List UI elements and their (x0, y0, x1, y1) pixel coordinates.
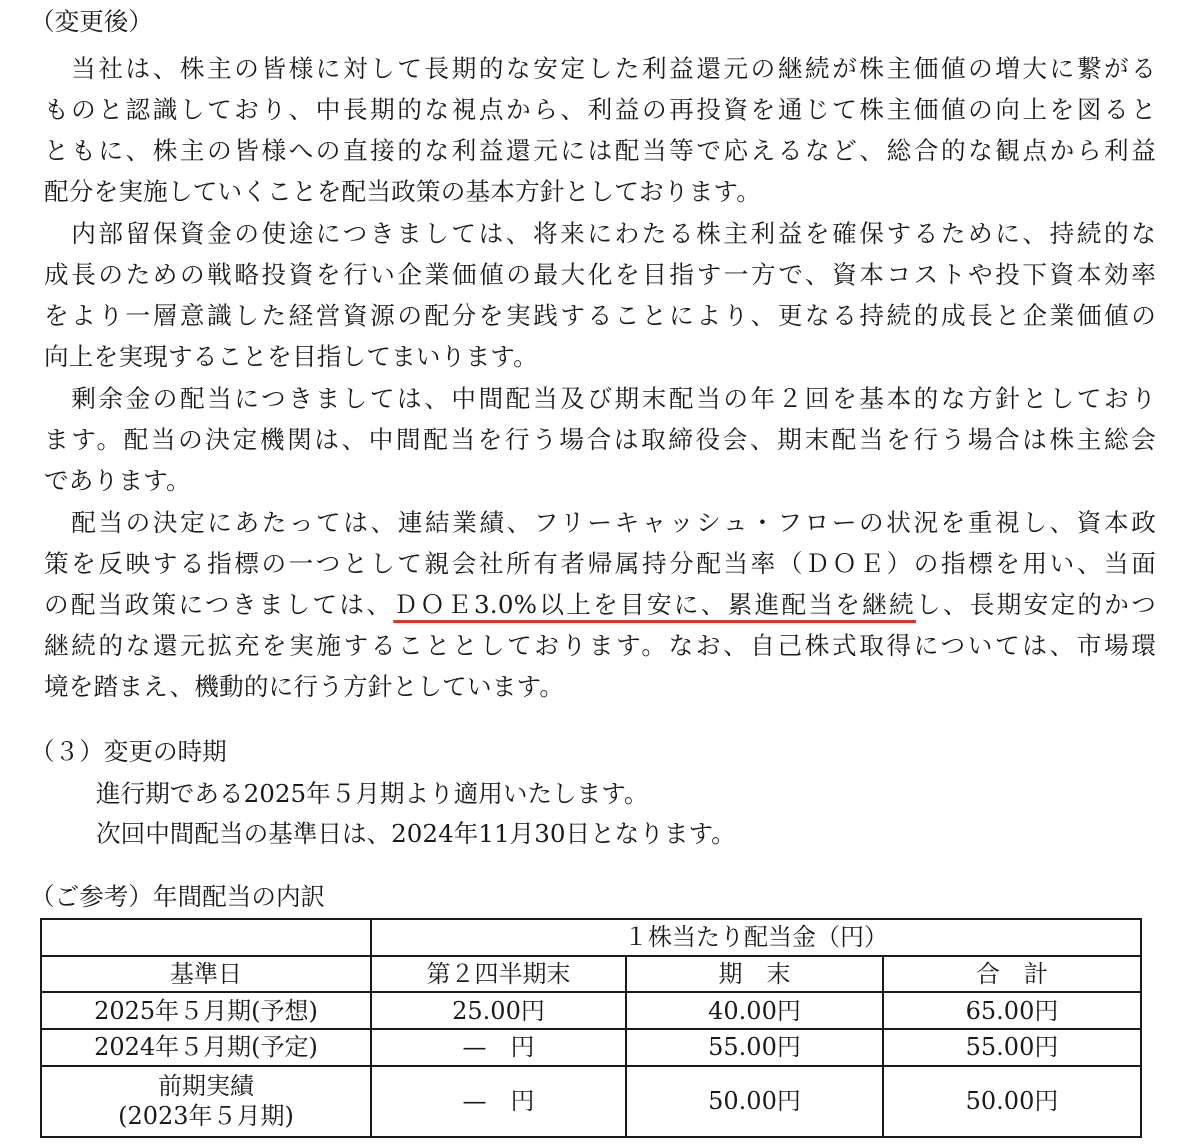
column-header-base: 基準日 (41, 956, 371, 993)
cell-q2: 25.00円 (371, 992, 626, 1029)
policy-line: をより一層意識した経営資源の配分を実践することにより、更なる持続的成長と企業価値の (44, 301, 1156, 330)
policy-line: 当社は、株主の皆様に対して長期的な安定した利益還元の継続が株主価値の増大に繋がる (44, 54, 1156, 83)
table-row (41, 1029, 1141, 1066)
policy-line: 内部留保資金の使途につきましては、将来にわたる株主利益を確保するために、持続的な (44, 219, 1156, 248)
doe-target-highlight: ＤＯＥ3.0%以上を目安に、累進配当を継続 (393, 590, 916, 619)
policy-line: ます。配当の決定機関は、中間配当を行う場合は取締役会、期末配当を行う場合は株主総会 (44, 425, 1156, 454)
cell-total: 65.00円 (883, 992, 1141, 1029)
group-header: １株当たり配当金（円） (371, 919, 1141, 956)
column-header-q2: 第２四半期末 (371, 956, 626, 993)
dividend-table (40, 918, 1142, 1138)
cell-q2: — 円 (371, 1066, 626, 1137)
policy-line: 境を踏まえ、機動的に行う方針としています。 (44, 672, 565, 701)
table-row (41, 992, 1141, 1029)
timing-line: 進行期である2025年５月期より適用いたします。 (96, 779, 649, 808)
column-header-total: 合 計 (883, 956, 1141, 993)
cell-total: 50.00円 (883, 1066, 1141, 1137)
row-label (41, 1066, 371, 1137)
cell-q2: — 円 (371, 1029, 626, 1066)
column-header-end: 期 末 (626, 956, 883, 993)
row-label: 2025年５月期(予想) (41, 992, 371, 1029)
policy-line: 策を反映する指標の一つとして親会社所有者帰属持分配当率（ＤＯＥ）の指標を用い、当面 (44, 549, 1156, 578)
policy-line: 配当の決定にあたっては、連結業績、フリーキャッシュ・フローの状況を重視し、資本政 (44, 508, 1156, 537)
policy-segment: の配当政策につきましては、 (44, 590, 394, 619)
policy-line: 成長のための戦略投資を行い企業価値の最大化を目指す一方で、資本コストや投下資本効率 (44, 260, 1156, 289)
timing-heading-number: （３） (30, 737, 104, 766)
cell-end: 50.00円 (626, 1066, 883, 1137)
cell-end: 55.00円 (626, 1029, 883, 1066)
policy-line: 継続的な還元拡充を実施することとしております。なお、自己株式取得については、市場環 (44, 631, 1156, 660)
policy-line: 向上を実現することを目指してまいります。 (44, 342, 538, 371)
policy-line: 配分を実施していくことを配当政策の基本方針としております。 (44, 177, 762, 206)
section-label: （変更後） (30, 7, 153, 36)
policy-segment: し、長期安定的かつ (915, 590, 1156, 619)
timing-line: 次回中間配当の基準日は、2024年11月30日となります。 (96, 819, 736, 848)
row-label-line: 前期実績 (158, 1072, 254, 1101)
policy-line: 剰余金の配当につきましては、中間配当及び期末配当の年２回を基本的な方針としており (44, 384, 1156, 413)
row-label: 2024年５月期(予定) (41, 1029, 371, 1066)
cell-total: 55.00円 (883, 1029, 1141, 1066)
table-corner-cell (41, 919, 371, 956)
policy-line: ともに、株主の皆様への直接的な利益還元には配当等で応えるなど、総合的な観点から利益 (44, 136, 1156, 165)
policy-line: であります。 (44, 466, 191, 495)
policy-line-underlined (44, 585, 1156, 625)
timing-heading-text: 変更の時期 (103, 737, 227, 766)
timing-heading (30, 732, 227, 772)
reference-title: （ご参考）年間配当の内訳 (30, 882, 326, 911)
cell-end: 40.00円 (626, 992, 883, 1029)
policy-line: ものと認識しており、中長期的な視点から、利益の再投資を通じて株主価値の向上を図ると (44, 95, 1156, 124)
row-label-line: (2023年５月期) (118, 1102, 294, 1131)
table-row (41, 1066, 1141, 1137)
